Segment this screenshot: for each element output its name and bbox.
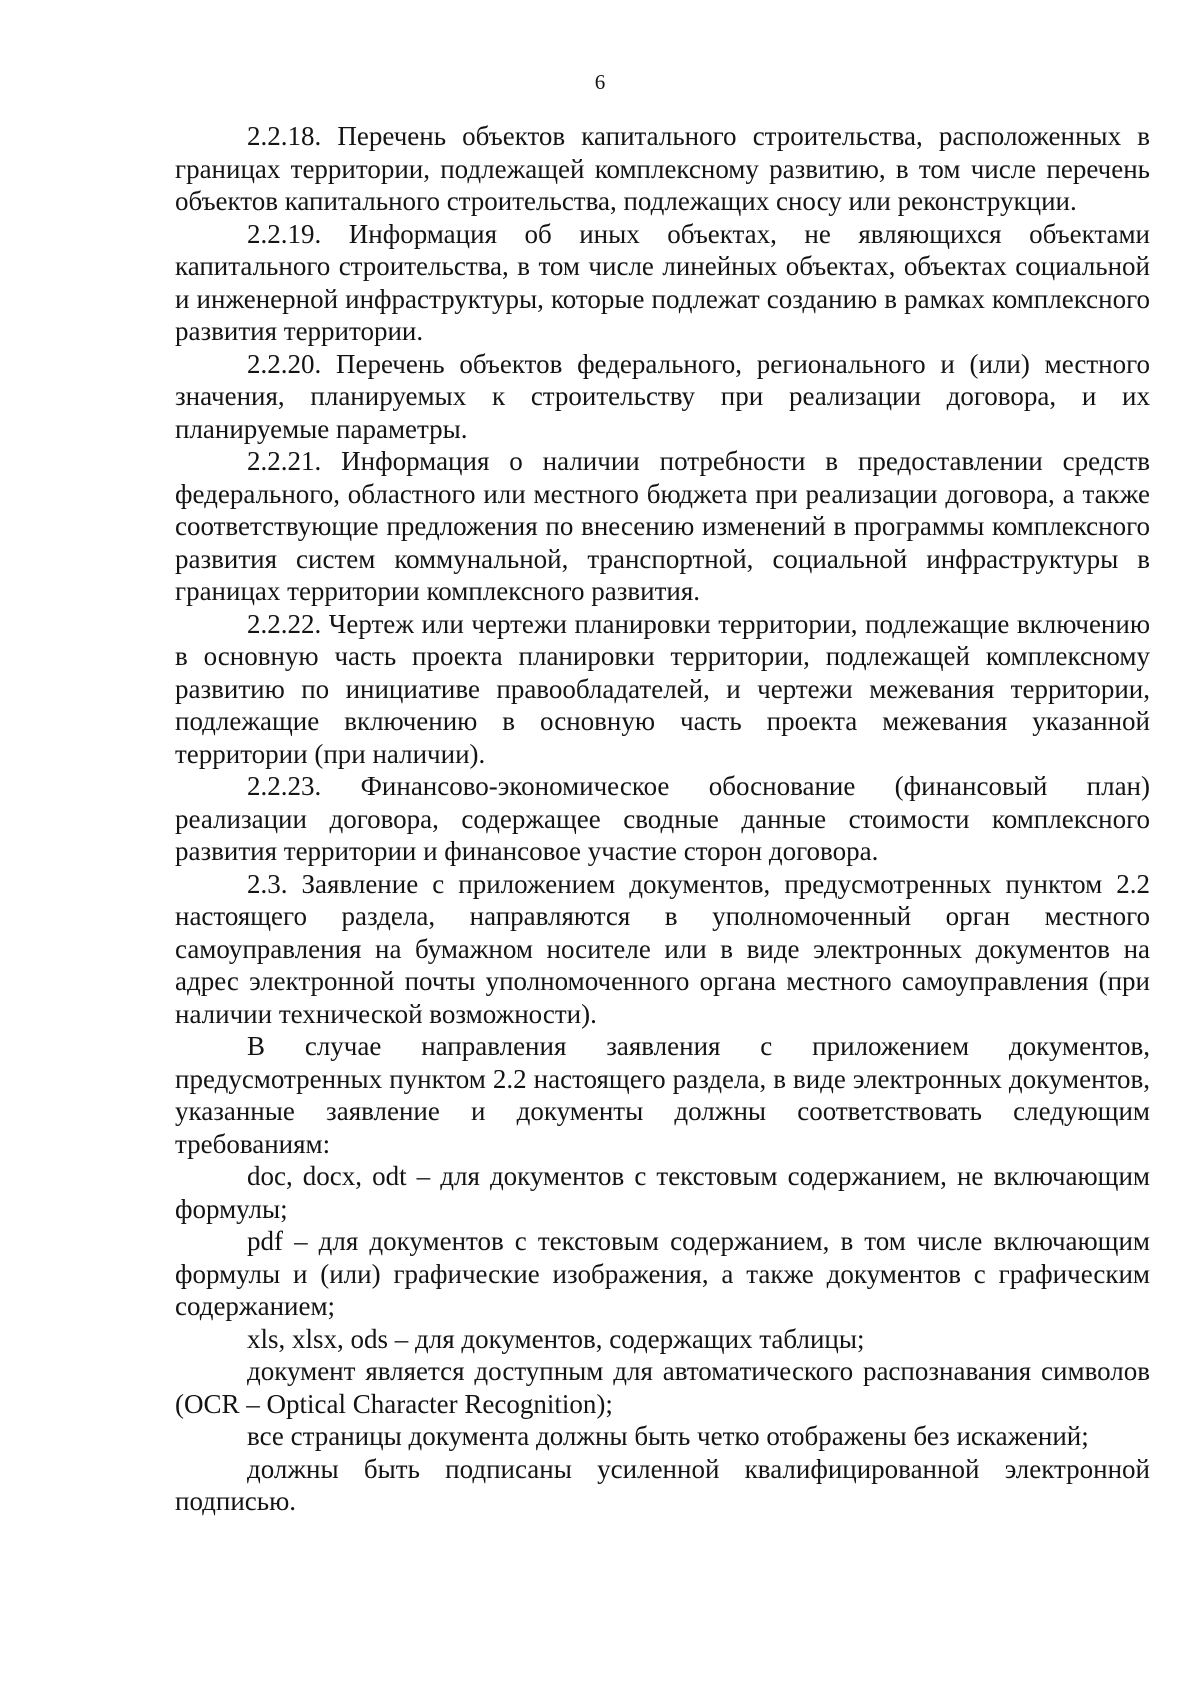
paragraph-2-2-18: 2.2.18. Перечень объектов капитального строительства, расположенных в границах территории, подлежащей комплексному развитию, в том числе перечень объектов капитального строительства, подлежащих сносу или реконструкции. [175,121,1150,216]
paragraph-electronic-requirements: В случае направления заявления с приложением документов, предусмотренных пунктом 2.2 настоящего раздела, в виде электронных документов, указанные заявление и документы должны соответствовать следующим требованиям: [175,1031,1150,1159]
list-item-signature-requirement: должны быть подписаны усиленной квалифицированной электронной подписью. [175,1453,1150,1516]
list-item-pdf-format: pdf – для документов с текстовым содержанием, в том числе включающим формулы и (или) графические изображения, а также документов с графическим содержанием; [175,1226,1150,1321]
list-item-ocr-requirement: документ является доступным для автоматического распознавания символов (OCR – Optical Character Recognition); [175,1356,1150,1419]
paragraph-2-2-23: 2.2.23. Финансово-экономическое обоснование (финансовый план) реализации договора, содержащее сводные данные стоимости комплексного развития территории и финансовое участие сторон договора. [175,771,1150,866]
page-number: 6 [594,70,606,94]
paragraph-2-2-22: 2.2.22. Чертеж или чертежи планировки территории, подлежащие включению в основную часть проекта планировки территории, подлежащей комплексному развитию по инициативе правообладателей, и чертежи межевания территории, подлежащие включению в основную часть проекта межевания указанной территории (при наличии). [175,608,1150,769]
paragraph-2-2-21: 2.2.21. Информация о наличии потребности в предоставлении средств федерального, областного или местного бюджета при реализации договора, а также соответствующие предложения по внесению изменений в программы комплексного развития систем коммунальной, транспортной, социальной инфраструктуры в границах территории комплексного развития. [175,446,1150,606]
paragraph-2-2-19: 2.2.19. Информация об иных объектах, не являющихся объектами капитального строительства, в том числе линейных объектах, объектах социальной и инженерной инфраструктуры, которые подлежат созданию в рамках комплексного развития территории. [175,218,1150,346]
paragraph-2-2-20: 2.2.20. Перечень объектов федерального, регионального и (или) местного значения, планируемых к строительству при реализации договора, и их планируемые параметры. [175,348,1150,444]
list-item-spreadsheet-formats: xls, xlsx, ods – для документов, содержащих таблицы; [247,1323,865,1354]
paragraph-2-3: 2.3. Заявление с приложением документов, предусмотренных пунктом 2.2 настоящего раздела, направляются в уполномоченный орган местного самоуправления на бумажном носителе или в виде электронных документов на адрес электронной почты уполномоченного органа местного самоуправления (при наличии технической возможности). [175,868,1150,1029]
list-item-doc-formats: doc, docx, odt – для документов с текстовым содержанием, не включающим формулы; [175,1161,1150,1224]
list-item-pages-requirement: все страницы документа должны быть четко отображены без искажений; [247,1421,1089,1451]
document-body [175,120,1150,1518]
